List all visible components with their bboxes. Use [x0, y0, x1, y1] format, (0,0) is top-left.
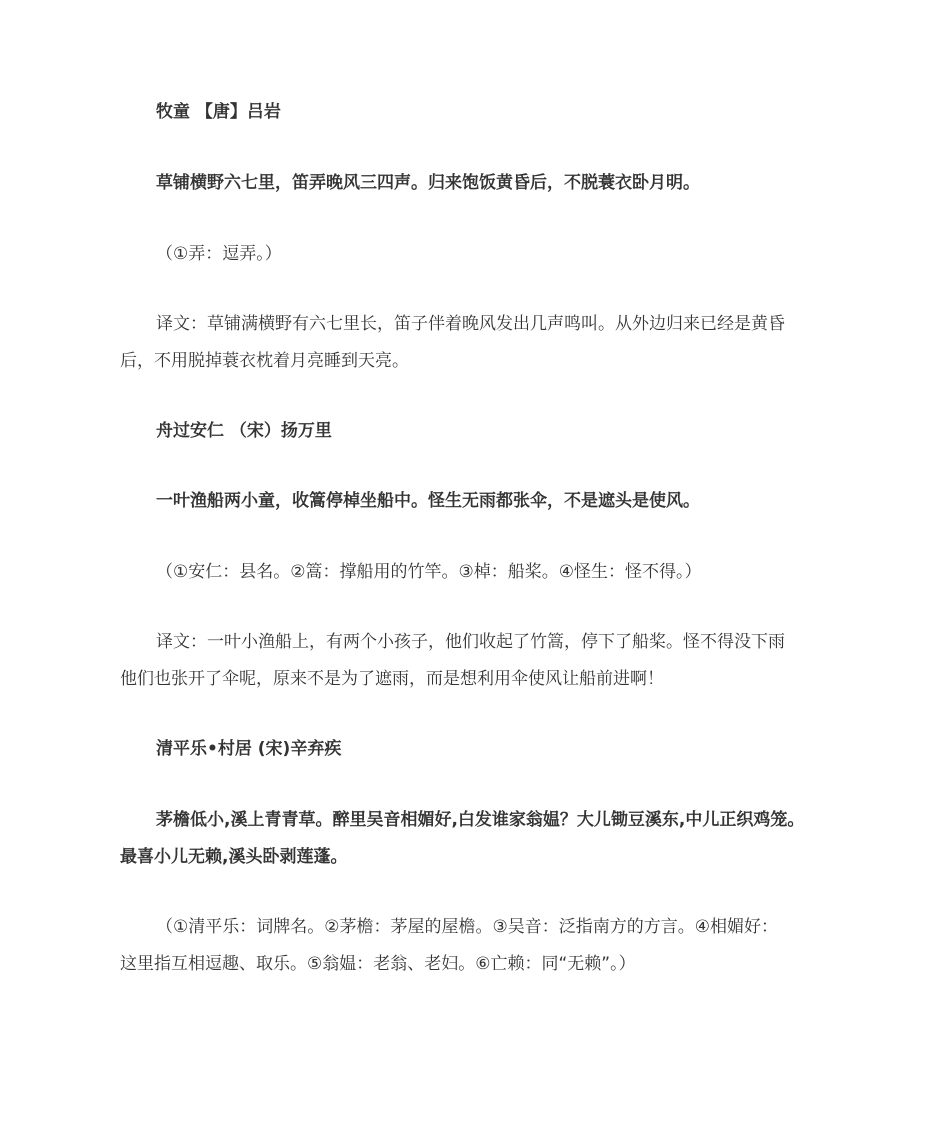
- poem-text-line: 茅檐低小,溪上青青草。醉里吴音相媚好,白发谁家翁媪？大儿锄豆溪东,中儿正织鸡笼。: [156, 810, 805, 830]
- poem-text: 草铺横野六七里，笛弄晚风三四声。归来饱饭黄昏后，不脱蓑衣卧月明。: [156, 173, 700, 193]
- poem-translation-line: 译文：一叶小渔船上，有两个小孩子，他们收起了竹篙，停下了船桨。怪不得没下雨: [156, 632, 785, 652]
- poem-title: 清平乐•村居 (宋)辛弃疾: [156, 739, 342, 759]
- poem-title: 舟过安仁 （宋）扬万里: [156, 421, 332, 441]
- poem-translation-line: 他们也张开了伞呢，原来不是为了遮雨，而是想利用伞使风让船前进啊！: [120, 669, 664, 689]
- poem-notes: （①弄：逗弄。）: [156, 244, 282, 264]
- poem-notes: （①安仁：县名。②篙：撑船用的竹竿。③棹：船桨。④怪生：怪不得。）: [156, 562, 702, 582]
- poem-text-line: 最喜小儿无赖,溪头卧剥莲蓬。: [120, 847, 348, 867]
- poem-translation-line: 后，不用脱掉蓑衣枕着月亮睡到天亮。: [120, 351, 409, 371]
- poem-translation-line: 译文：草铺满横野有六七里长，笛子伴着晚风发出几声鸣叫。从外边归来已经是黄昏: [156, 314, 785, 334]
- poem-notes-line: 这里指互相逗趣、取乐。⑤翁媪：老翁、老妇。⑥亡赖：同“无赖”。）: [120, 954, 636, 974]
- poem-notes-line: （①清平乐：词牌名。②茅檐：茅屋的屋檐。③吴音：泛指南方的方言。④相媚好：: [156, 917, 778, 937]
- poem-text: 一叶渔船两小童，收篙停棹坐船中。怪生无雨都张伞，不是遮头是使风。: [156, 491, 700, 511]
- poem-title: 牧童 【唐】吕岩: [156, 102, 281, 122]
